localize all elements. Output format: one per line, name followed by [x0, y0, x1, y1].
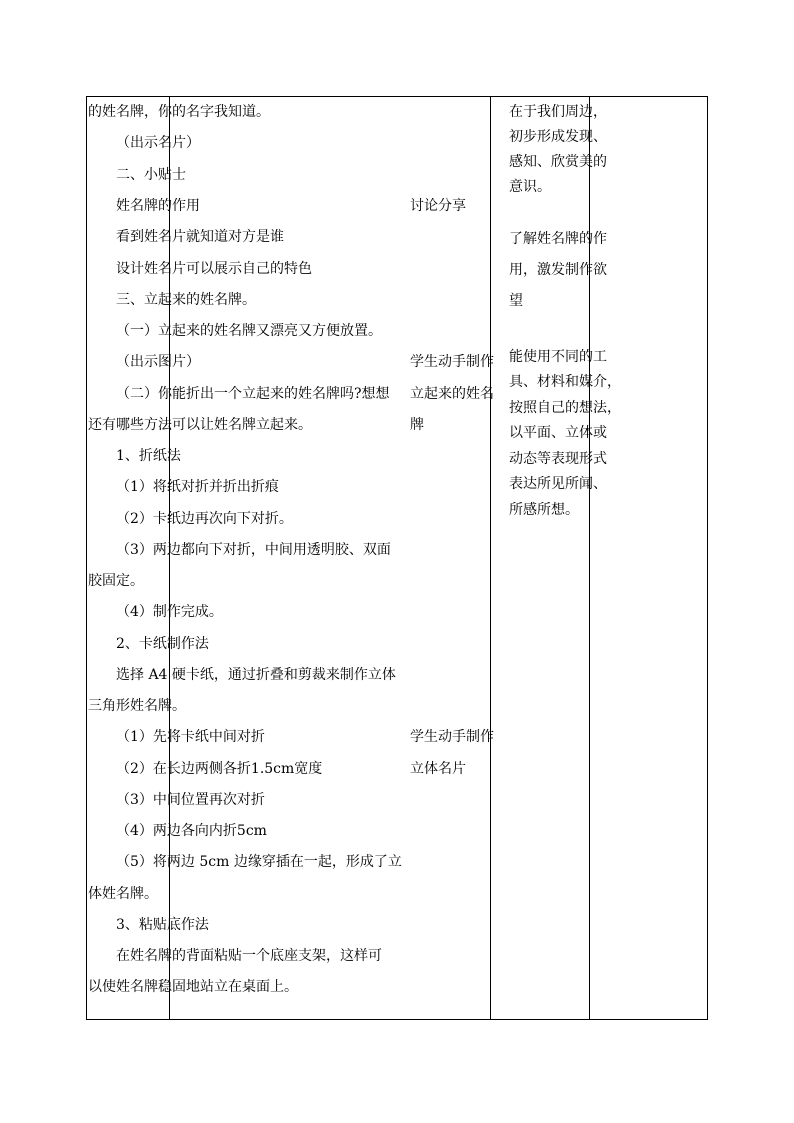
- goal-line: 以平面、立体或: [509, 425, 607, 441]
- content-line: （4）两边各向内折5cm: [116, 823, 267, 839]
- column-divider: [490, 97, 491, 1019]
- goal-line: 具、材料和媒介，: [509, 374, 621, 390]
- content-line: 胶固定。: [88, 573, 144, 589]
- activity-line: 牌: [410, 417, 424, 433]
- content-line: 还有哪些方法可以让姓名牌立起来。: [88, 417, 312, 433]
- content-line: （1）先将卡纸中间对折: [116, 729, 265, 745]
- content-line: （3）两边都向下对折，中间用透明胶、双面: [116, 542, 391, 558]
- goal-line: 用，激发制作欲: [509, 262, 607, 278]
- content-line: 三、立起来的姓名牌。: [116, 292, 256, 308]
- content-line: （一）立起来的姓名牌又漂亮又方便放置。: [116, 323, 382, 339]
- activity-line: 学生动手制作: [410, 354, 494, 370]
- content-line: 在姓名牌的背面粘贴一个底座支架，这样可: [116, 948, 382, 964]
- content-line: 二、小贴士: [116, 167, 186, 183]
- goal-line: 动态等表现形式: [509, 451, 607, 467]
- content-line: 以使姓名牌稳固地站立在桌面上。: [88, 979, 298, 995]
- activity-line: 学生动手制作: [410, 729, 494, 745]
- content-line: （4）制作完成。: [116, 604, 223, 620]
- content-line: 姓名牌的作用: [116, 198, 200, 214]
- goal-line: 望: [509, 293, 523, 309]
- content-line: 3、粘贴底作法: [116, 917, 209, 933]
- goal-line: 能使用不同的工: [509, 349, 607, 365]
- goal-line: 所感所想。: [509, 502, 579, 518]
- activity-line: 讨论分享: [410, 198, 466, 214]
- content-line: （2）在长边两侧各折1.5cm宽度: [116, 761, 323, 777]
- content-line: 2、卡纸制作法: [116, 636, 209, 652]
- goal-line: 意识。: [509, 179, 551, 195]
- content-line: （2）卡纸边再次向下对折。: [116, 511, 293, 527]
- goal-line: 表达所见所闻、: [509, 476, 607, 492]
- content-line: 体姓名牌。: [88, 886, 158, 902]
- content-line: （二）你能折出一个立起来的姓名牌吗?想想: [116, 386, 390, 402]
- goal-line: 感知、欣赏美的: [509, 154, 607, 170]
- content-line: 看到姓名片就知道对方是谁: [116, 229, 284, 245]
- content-line: 1、折纸法: [116, 448, 181, 464]
- content-line: 的姓名牌，你的名字我知道。: [88, 104, 270, 120]
- goal-line: 按照自己的想法，: [509, 400, 621, 416]
- content-line: （3）中间位置再次对折: [116, 792, 265, 808]
- activity-line: 立体名片: [410, 761, 466, 777]
- content-line: （出示名片）: [116, 135, 200, 151]
- content-line: 三角形姓名牌。: [88, 698, 186, 714]
- content-line: （1）将纸对折并折出折痕: [116, 479, 279, 495]
- activity-line: 立起来的姓名: [410, 386, 494, 402]
- goal-line: 初步形成发现、: [509, 129, 607, 145]
- goal-line: 在于我们周边，: [509, 104, 607, 120]
- goal-line: 了解姓名牌的作: [509, 231, 607, 247]
- content-line: 选择 A4 硬卡纸，通过折叠和剪裁来制作立体: [116, 667, 396, 683]
- content-line: 设计姓名片可以展示自己的特色: [116, 261, 312, 277]
- content-line: （出示图片）: [116, 354, 200, 370]
- content-line: （5）将两边 5cm 边缘穿插在一起，形成了立: [116, 854, 402, 870]
